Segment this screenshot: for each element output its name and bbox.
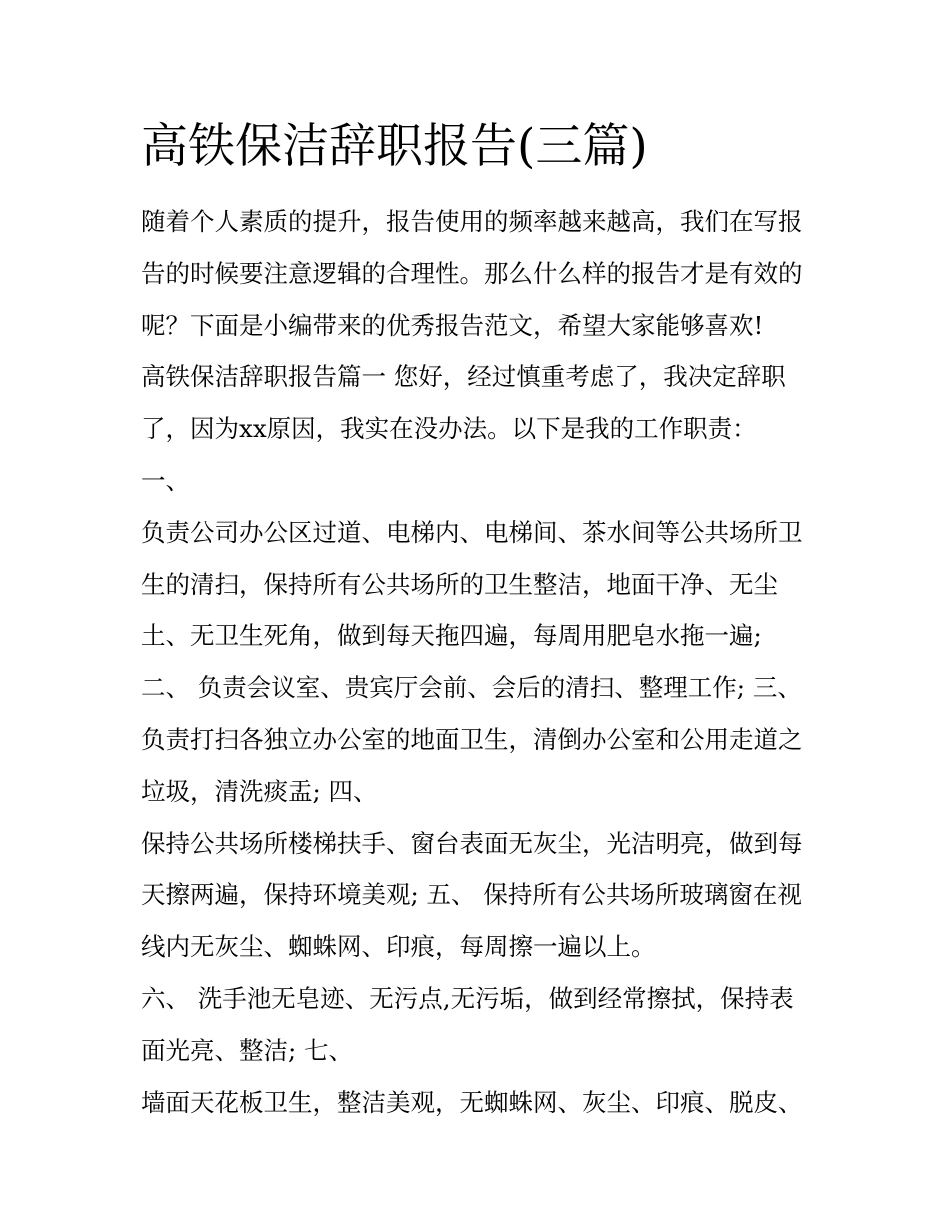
text-line: 了，因为xx原因，我实在没办法。以下是我的工作职责：	[141, 414, 757, 444]
text-line: 面光亮、整洁; 七、	[141, 1035, 354, 1065]
text-line: 线内无灰尘、蜘蛛网、印痕，每周擦一遍以上。	[141, 932, 656, 962]
text-line: 随着个人素质的提升，报告使用的频率越来越高，我们在写报	[141, 207, 803, 236]
text-line: 一、	[141, 465, 190, 495]
text-line: 呢？下面是小编带来的优秀报告范文，希望大家能够喜欢!	[141, 310, 764, 340]
text-line: 负责公司办公区过道、电梯内、电梯间、茶水间等公共场所卫	[141, 517, 803, 547]
text-line: 保持公共场所楼梯扶手、窗台表面无灰尘，光洁明亮，做到每	[141, 828, 803, 858]
text-line: 二、 负责会议室、贵宾厅会前、会后的清扫、整理工作; 三、	[141, 673, 802, 703]
text-line: 垃圾，清洗痰盂; 四、	[141, 776, 378, 806]
text-line: 告的时候要注意逻辑的合理性。那么什么样的报告才是有效的	[141, 258, 803, 288]
page-title: 高铁保洁辞职报告(三篇)	[141, 119, 648, 174]
text-line: 负责打扫各独立办公室的地面卫生，清倒办公室和公用走道之	[141, 724, 803, 754]
text-line: 墙面天花板卫生，整洁美观，无蜘蛛网、灰尘、印痕、脱皮、	[141, 1087, 803, 1117]
document-body	[141, 196, 816, 1128]
text-line: 土、无卫生死角，做到每天拖四遍，每周用肥皂水拖一遍;	[141, 621, 762, 651]
text-line: 生的清扫，保持所有公共场所的卫生整洁，地面干净、无尘	[141, 569, 778, 599]
text-line: 六、 洗手池无皂迹、无污点,无污垢，做到经常擦拭，保持表	[141, 983, 794, 1013]
text-line: 高铁保洁辞职报告篇一 您好，经过慎重考虑了，我决定辞职	[141, 362, 786, 392]
text-line: 天擦两遍，保持环境美观; 五、 保持所有公共场所玻璃窗在视	[141, 880, 802, 910]
